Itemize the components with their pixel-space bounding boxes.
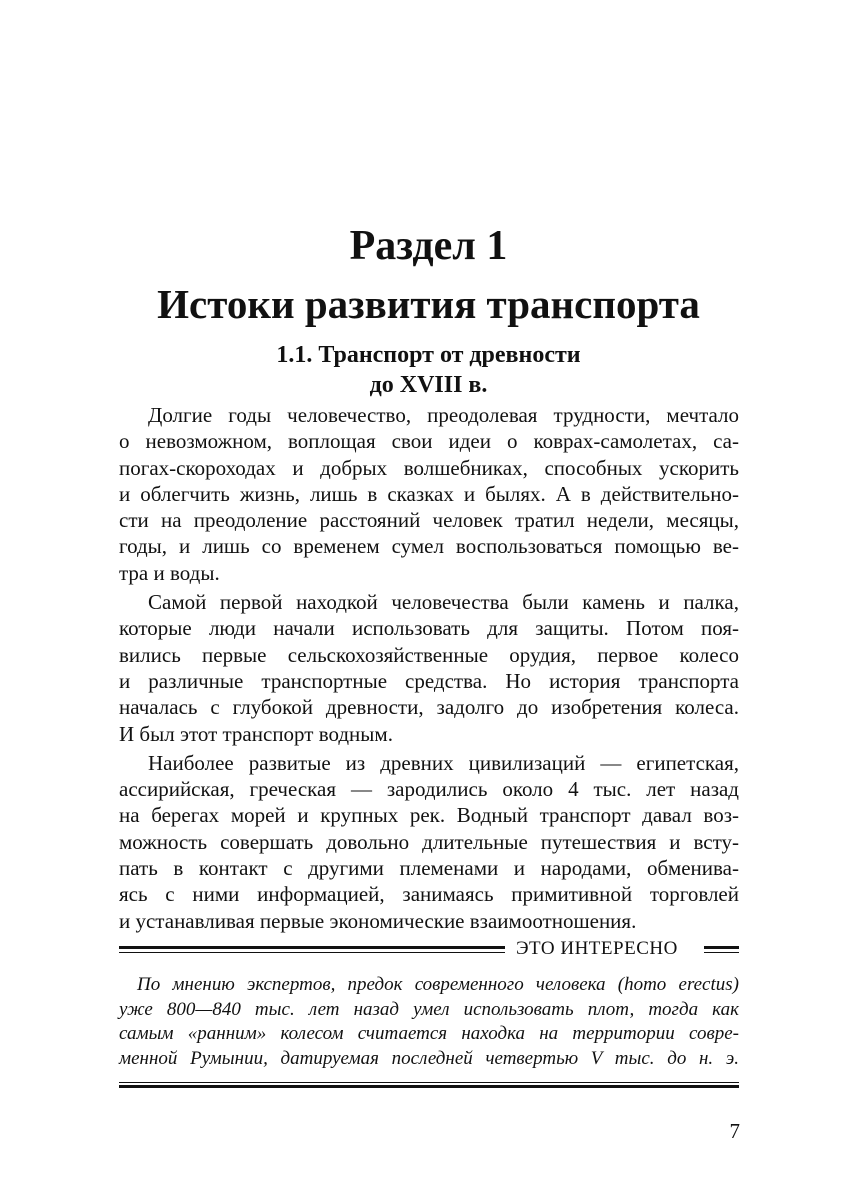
section-title: Раздел 1 bbox=[349, 223, 508, 269]
text-line: Долгие годы человечество, преодолевая трудности, мечтало bbox=[148, 403, 739, 427]
paragraph bbox=[119, 750, 739, 934]
text-line: Самой первой находкой человечества были камень и палка, bbox=[148, 590, 739, 615]
text-line: вились первые сельскохозяйственные орудия, первое колесо bbox=[119, 642, 739, 667]
subsection-title bbox=[0, 340, 857, 400]
note-line: самым «ранним» колесом считается находка на территории совре- bbox=[119, 1023, 739, 1044]
text-line: на берегах морей и крупных рек. Водный транспорт давал воз- bbox=[119, 803, 739, 828]
double-rule bbox=[119, 1082, 739, 1088]
sidebar-label: ЭТО ИНТЕРЕСНО bbox=[516, 938, 678, 959]
text-line: годы, и лишь со временем сумел воспользоваться помощью ве- bbox=[119, 534, 739, 559]
double-rule bbox=[704, 946, 739, 953]
text-line: сти на преодоление расстояний человек тратил недели, месяцы, bbox=[119, 508, 739, 533]
page-number: 7 bbox=[729, 1119, 740, 1143]
paragraph bbox=[119, 402, 739, 586]
sidebar-note bbox=[119, 973, 739, 1071]
note-line: уже 800—840 тыс. лет назад умел использовать плот, тогда как bbox=[119, 998, 739, 1020]
paragraph bbox=[119, 589, 739, 747]
sidebar-header bbox=[119, 936, 739, 964]
text-line: которые люди начали использовать для защиты. Потом поя- bbox=[119, 616, 739, 641]
text-line: и устанавливая первые экономические взаимоотношения. bbox=[119, 908, 637, 933]
text-line: погах-скороходах и добрых волшебниках, способных ускорить bbox=[119, 455, 739, 480]
subsection-title-line: 1.1. Транспорт от древности bbox=[276, 342, 581, 368]
subsection-title-line: до XVIII в. bbox=[369, 372, 488, 398]
text-line: можность совершать довольно длительные путешествия и всту- bbox=[119, 829, 739, 854]
text-line: И был этот транспорт водным. bbox=[119, 721, 393, 746]
note-line: менной Румынии, датируемая последней четвертью V тыс. до н. э. bbox=[119, 1047, 739, 1069]
double-rule bbox=[119, 946, 505, 953]
note-line: По мнению экспертов, предок современного человека (homo erectus) bbox=[137, 974, 739, 995]
text-line: пать в контакт с другими племенами и народами, обменива- bbox=[119, 856, 739, 881]
text-line: о невозможном, воплощая свои идеи о коврах-самолетах, са- bbox=[119, 429, 739, 454]
text-line: и различные транспортные средства. Но история транспорта bbox=[119, 668, 739, 693]
text-line: ассирийская, греческая — зародились около 4 тыс. лет назад bbox=[119, 777, 739, 802]
text-line: началась с глубокой древности, задолго до изобретения колеса. bbox=[119, 695, 739, 720]
text-line: и облегчить жизнь, лишь в сказках и былях. А в действительно- bbox=[119, 481, 739, 506]
text-line: Наиболее развитые из древних цивилизаций — египетская, bbox=[148, 750, 739, 775]
text-line: ясь с ними информацией, занимаясь примитивной торговлей bbox=[119, 882, 739, 907]
text-line: тра и воды. bbox=[119, 560, 220, 585]
body-text bbox=[119, 402, 739, 937]
chapter-title: Истоки развития транспорта bbox=[157, 281, 700, 327]
